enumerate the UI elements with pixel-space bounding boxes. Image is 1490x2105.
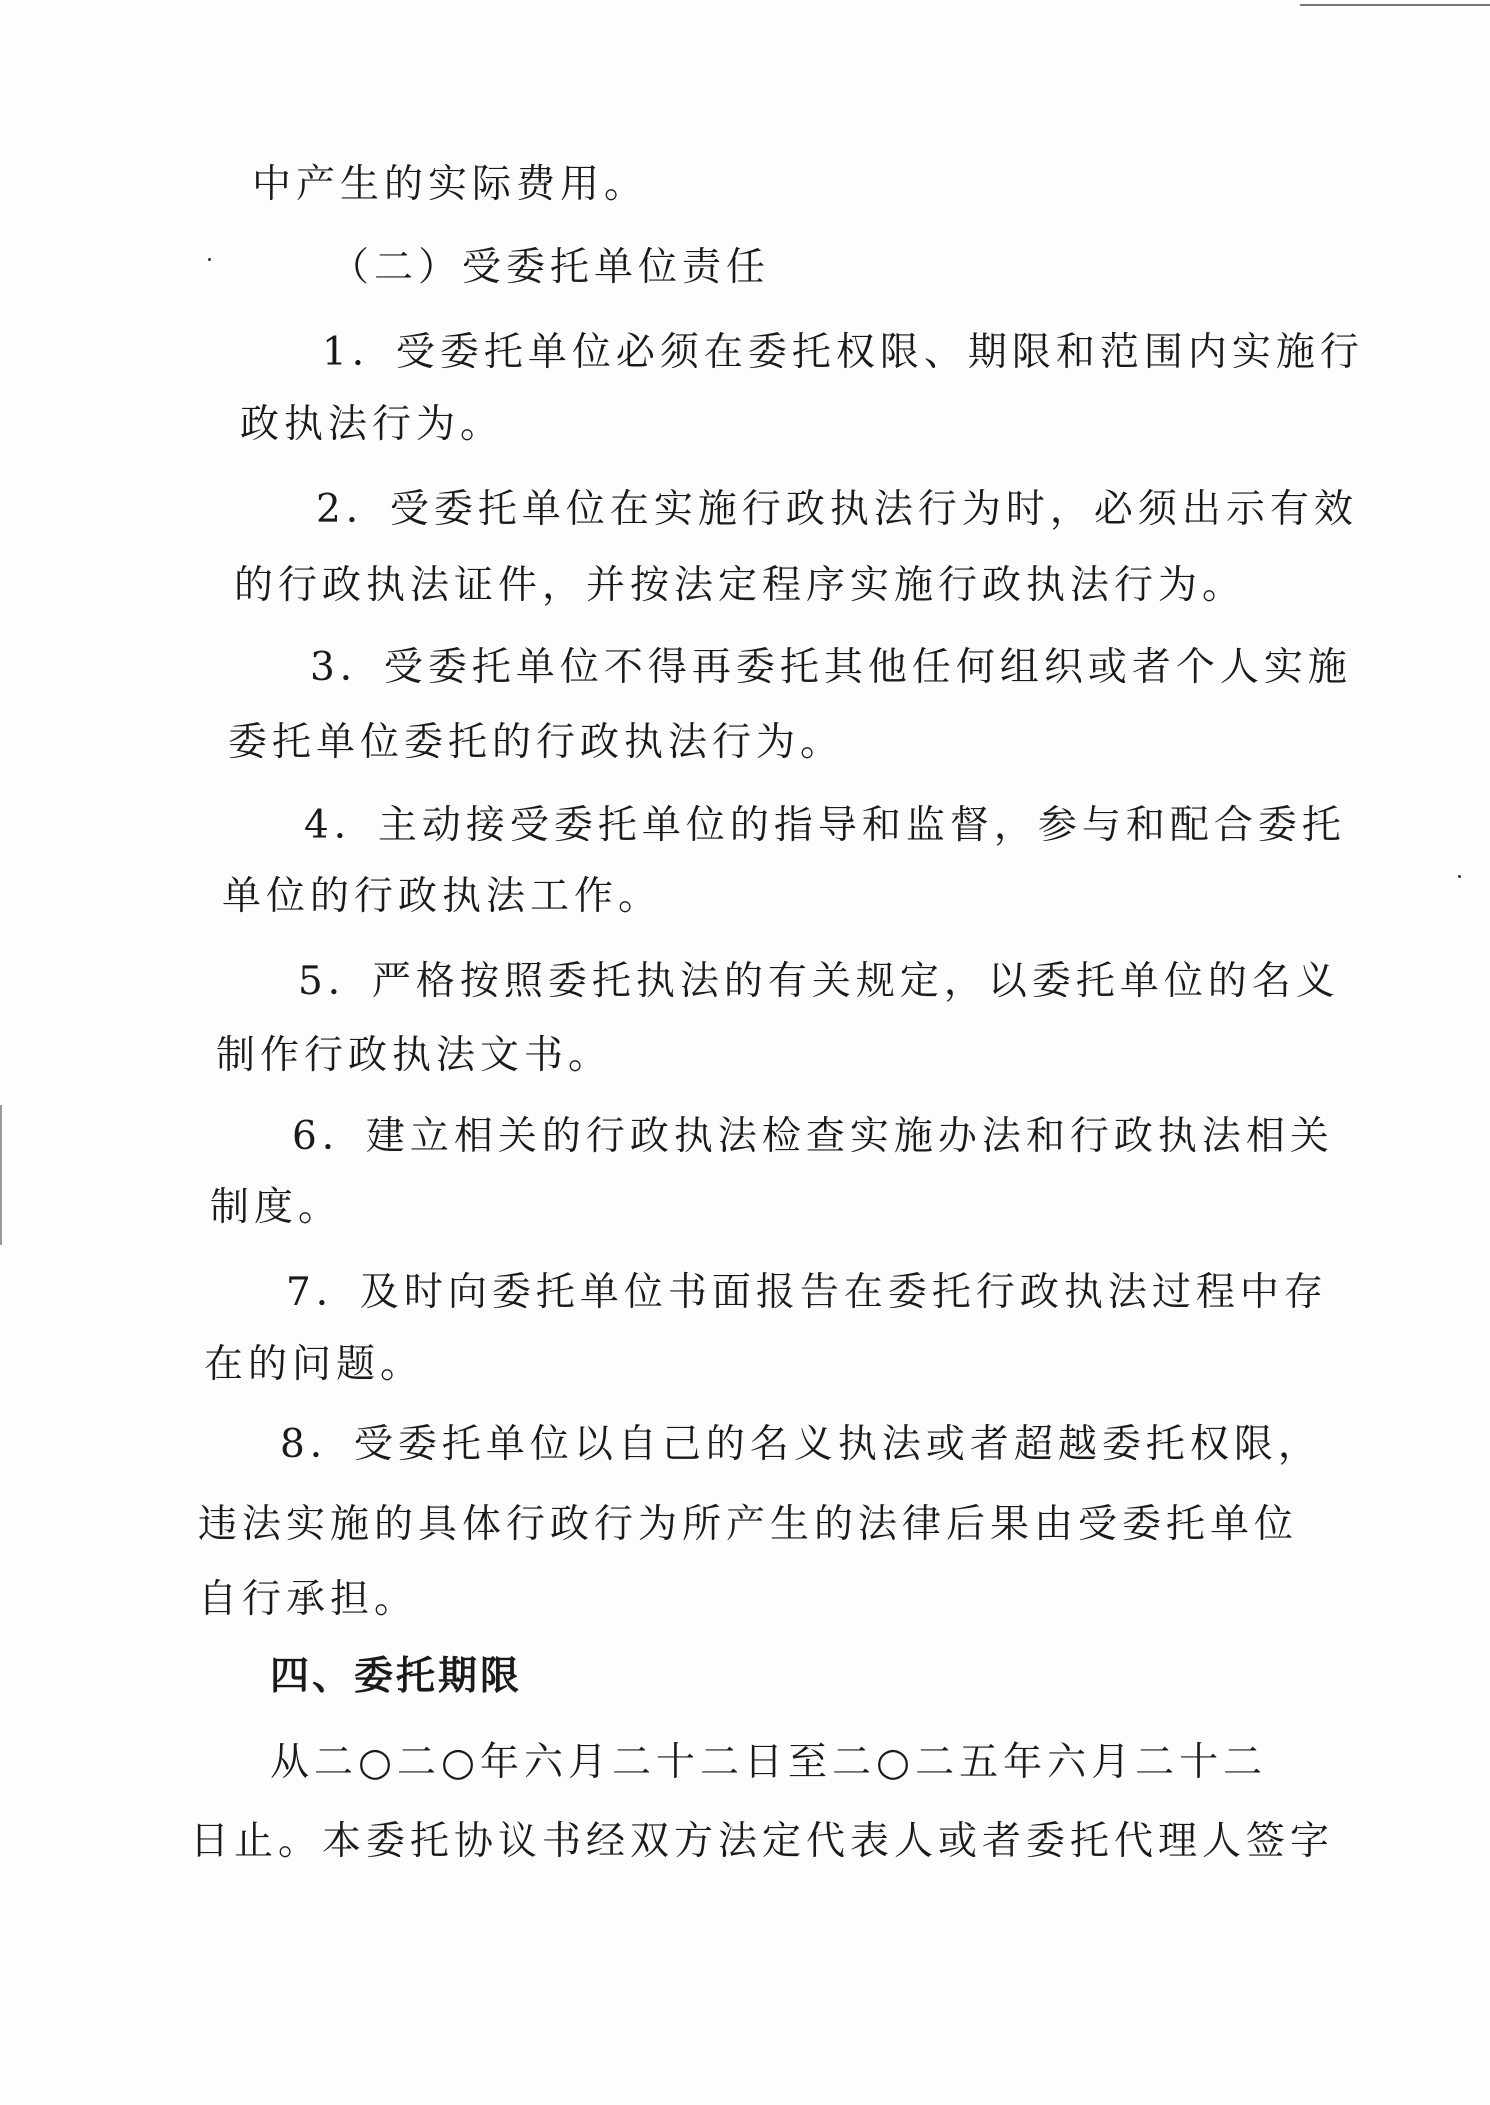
- clause-8-line-3: 自行承担。: [198, 1577, 419, 1622]
- clause-8-line-2: 违法实施的具体行政行为所产生的法律后果由受委托单位: [198, 1502, 1299, 1547]
- clause-2-line-1: 2．受委托单位在实施行政执法行为时，必须出示有效: [316, 487, 1358, 532]
- clause-3-line-2: 委托单位委托的行政执法行为。: [228, 720, 845, 765]
- clause-3-line-1: 3．受委托单位不得再委托其他任何组织或者个人实施: [310, 645, 1352, 690]
- clause-4-line-1: 4．主动接受委托单位的指导和监督，参与和配合委托: [304, 803, 1346, 848]
- scan-speck: [208, 258, 211, 261]
- scan-speck: [1458, 875, 1461, 878]
- section-subheading: （二）受委托单位责任: [330, 245, 771, 290]
- clause-7-line-2: 在的问题。: [204, 1342, 425, 1387]
- term-paragraph-line-1: 从二○二○年六月二十二日至二○二五年六月二十二: [270, 1740, 1268, 1785]
- scan-edge-mark-left: [0, 1105, 2, 1245]
- clause-8-line-1: 8．受委托单位以自己的名义执法或者超越委托权限，: [280, 1422, 1322, 1467]
- section-heading: 四、委托期限: [270, 1654, 523, 1699]
- term-paragraph-line-2: 日止。本委托协议书经双方法定代表人或者委托代理人签字: [190, 1819, 1335, 1864]
- clause-2-line-2: 的行政执法证件，并按法定程序实施行政执法行为。: [234, 563, 1247, 608]
- clause-1-line-2: 政执法行为。: [240, 402, 505, 447]
- clause-7-line-1: 7．及时向委托单位书面报告在委托行政执法过程中存: [286, 1270, 1328, 1315]
- text-line-continuation: 中产生的实际费用。: [252, 162, 649, 207]
- clause-4-line-2: 单位的行政执法工作。: [222, 874, 663, 919]
- clause-5-line-1: 5．严格按照委托执法的有关规定，以委托单位的名义: [298, 959, 1340, 1004]
- scan-edge-mark-top: [1300, 4, 1490, 6]
- clause-6-line-2: 制度。: [210, 1185, 343, 1230]
- clause-1-line-1: 1．受委托单位必须在委托权限、期限和范围内实施行: [322, 330, 1364, 375]
- clause-5-line-2: 制作行政执法文书。: [216, 1033, 613, 1078]
- clause-6-line-1: 6．建立相关的行政执法检查实施办法和行政执法相关: [292, 1114, 1334, 1159]
